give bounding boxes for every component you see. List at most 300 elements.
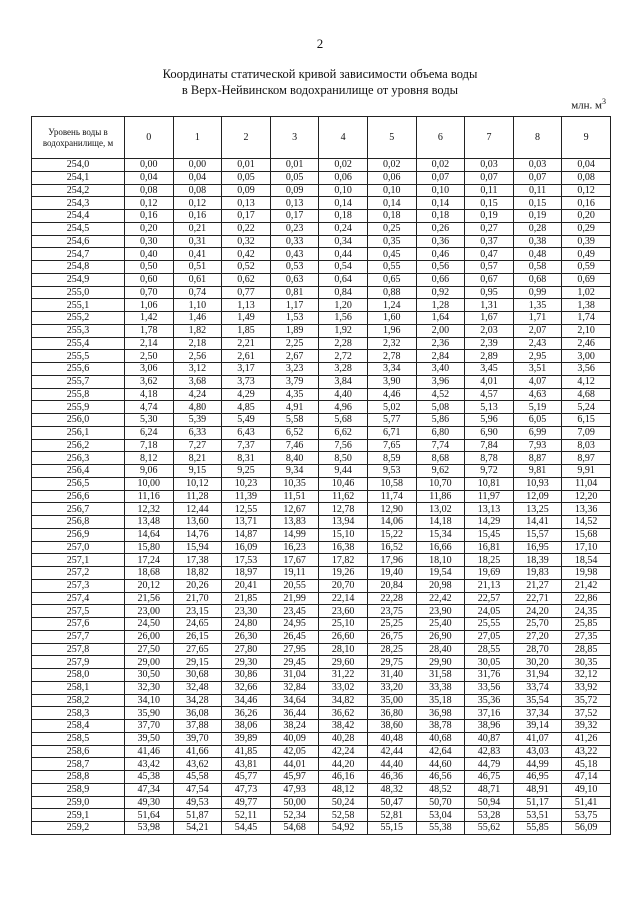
volume-cell: 16,38 bbox=[319, 541, 368, 554]
volume-cell: 5,39 bbox=[173, 414, 222, 427]
volume-cell: 0,02 bbox=[367, 159, 416, 172]
volume-cell: 40,68 bbox=[416, 732, 465, 745]
volume-cell: 30,05 bbox=[465, 656, 514, 669]
volume-cell: 15,94 bbox=[173, 541, 222, 554]
volume-cell: 50,94 bbox=[465, 796, 514, 809]
volume-cell: 6,15 bbox=[562, 414, 611, 427]
volume-cell: 27,05 bbox=[465, 630, 514, 643]
volume-cell: 0,31 bbox=[173, 235, 222, 248]
volume-cell: 23,00 bbox=[125, 605, 174, 618]
volume-cell: 35,54 bbox=[513, 694, 562, 707]
volume-cell: 48,12 bbox=[319, 783, 368, 796]
volume-cell: 0,01 bbox=[270, 159, 319, 172]
table-row bbox=[32, 656, 611, 669]
volume-cell: 1,67 bbox=[465, 312, 514, 325]
level-cell: 256,6 bbox=[32, 490, 125, 503]
volume-cell: 6,99 bbox=[513, 426, 562, 439]
volume-cell: 4,74 bbox=[125, 401, 174, 414]
volume-cell: 50,00 bbox=[270, 796, 319, 809]
units-superscript: 3 bbox=[602, 97, 606, 106]
table-row bbox=[32, 822, 611, 835]
volume-cell: 21,42 bbox=[562, 579, 611, 592]
volume-cell: 0,12 bbox=[125, 197, 174, 210]
volume-cell: 1,74 bbox=[562, 312, 611, 325]
table-row bbox=[32, 312, 611, 325]
volume-cell: 0,53 bbox=[270, 261, 319, 274]
column-header: 7 bbox=[465, 117, 514, 159]
table-row bbox=[32, 439, 611, 452]
volume-cell: 0,17 bbox=[270, 210, 319, 223]
table-row bbox=[32, 171, 611, 184]
volume-cell: 0,41 bbox=[173, 248, 222, 261]
volume-cell: 12,09 bbox=[513, 490, 562, 503]
volume-cell: 11,51 bbox=[270, 490, 319, 503]
level-cell: 254,5 bbox=[32, 222, 125, 235]
volume-cell: 24,05 bbox=[465, 605, 514, 618]
volume-cell: 47,34 bbox=[125, 783, 174, 796]
volume-cell: 2,07 bbox=[513, 324, 562, 337]
volume-cell: 10,46 bbox=[319, 477, 368, 490]
volume-cell: 52,81 bbox=[367, 809, 416, 822]
volume-cell: 29,30 bbox=[222, 656, 271, 669]
volume-cell: 46,36 bbox=[367, 771, 416, 784]
volume-cell: 10,00 bbox=[125, 477, 174, 490]
volume-cell: 0,07 bbox=[465, 171, 514, 184]
volume-cell: 1,42 bbox=[125, 312, 174, 325]
volume-cell: 18,39 bbox=[513, 554, 562, 567]
level-cell: 258,3 bbox=[32, 707, 125, 720]
volume-cell: 37,52 bbox=[562, 707, 611, 720]
table-row bbox=[32, 618, 611, 631]
volume-cell: 26,30 bbox=[222, 630, 271, 643]
volume-cell: 31,58 bbox=[416, 669, 465, 682]
volume-cell: 16,95 bbox=[513, 541, 562, 554]
volume-cell: 0,92 bbox=[416, 286, 465, 299]
volume-cell: 10,58 bbox=[367, 477, 416, 490]
volume-cell: 38,42 bbox=[319, 720, 368, 733]
volume-cell: 45,77 bbox=[222, 771, 271, 784]
column-header: 4 bbox=[319, 117, 368, 159]
volume-cell: 40,28 bbox=[319, 732, 368, 745]
volume-cell: 0,04 bbox=[125, 171, 174, 184]
volume-cell: 10,70 bbox=[416, 477, 465, 490]
volume-cell: 0,28 bbox=[513, 222, 562, 235]
level-cell: 256,7 bbox=[32, 503, 125, 516]
volume-cell: 46,75 bbox=[465, 771, 514, 784]
volume-cell: 0,14 bbox=[416, 197, 465, 210]
level-cell: 256,3 bbox=[32, 452, 125, 465]
volume-cell: 27,50 bbox=[125, 643, 174, 656]
table-row bbox=[32, 567, 611, 580]
volume-cell: 8,68 bbox=[416, 452, 465, 465]
volume-cell: 0,03 bbox=[465, 159, 514, 172]
table-row bbox=[32, 745, 611, 758]
volume-cell: 10,12 bbox=[173, 477, 222, 490]
volume-cell: 1,71 bbox=[513, 312, 562, 325]
volume-cell: 18,97 bbox=[222, 567, 271, 580]
volume-cell: 5,19 bbox=[513, 401, 562, 414]
volume-cell: 53,98 bbox=[125, 822, 174, 835]
level-cell: 254,2 bbox=[32, 184, 125, 197]
volume-cell: 0,00 bbox=[173, 159, 222, 172]
volume-cell: 6,62 bbox=[319, 426, 368, 439]
volume-cell: 0,11 bbox=[465, 184, 514, 197]
volume-cell: 1,96 bbox=[367, 324, 416, 337]
table-row bbox=[32, 350, 611, 363]
level-cell: 254,1 bbox=[32, 171, 125, 184]
volume-cell: 0,46 bbox=[416, 248, 465, 261]
volume-cell: 27,20 bbox=[513, 630, 562, 643]
volume-cell: 13,83 bbox=[270, 516, 319, 529]
volume-cell: 39,32 bbox=[562, 720, 611, 733]
volume-cell: 54,68 bbox=[270, 822, 319, 835]
volume-cell: 35,36 bbox=[465, 694, 514, 707]
volume-cell: 0,15 bbox=[465, 197, 514, 210]
volume-cell: 2,89 bbox=[465, 350, 514, 363]
volume-cell: 39,14 bbox=[513, 720, 562, 733]
volume-cell: 32,66 bbox=[222, 681, 271, 694]
volume-cell: 44,01 bbox=[270, 758, 319, 771]
volume-cell: 36,98 bbox=[416, 707, 465, 720]
volume-cell: 3,90 bbox=[367, 375, 416, 388]
volume-cell: 37,16 bbox=[465, 707, 514, 720]
volume-cell: 25,70 bbox=[513, 618, 562, 631]
volume-cell: 38,24 bbox=[270, 720, 319, 733]
volume-cell: 48,71 bbox=[465, 783, 514, 796]
volume-cell: 1,31 bbox=[465, 299, 514, 312]
level-cell: 255,8 bbox=[32, 388, 125, 401]
volume-cell: 21,70 bbox=[173, 592, 222, 605]
volume-cell: 9,06 bbox=[125, 465, 174, 478]
volume-cell: 20,70 bbox=[319, 579, 368, 592]
volume-cell: 33,92 bbox=[562, 681, 611, 694]
table-row bbox=[32, 528, 611, 541]
level-cell: 254,7 bbox=[32, 248, 125, 261]
volume-cell: 3,40 bbox=[416, 363, 465, 376]
volume-cell: 0,65 bbox=[367, 273, 416, 286]
table-row bbox=[32, 337, 611, 350]
table-row bbox=[32, 286, 611, 299]
volume-cell: 4,46 bbox=[367, 388, 416, 401]
volume-cell: 13,48 bbox=[125, 516, 174, 529]
volume-cell: 5,13 bbox=[465, 401, 514, 414]
volume-cell: 7,84 bbox=[465, 439, 514, 452]
volume-cell: 28,40 bbox=[416, 643, 465, 656]
volume-cell: 14,76 bbox=[173, 528, 222, 541]
volume-cell: 0,44 bbox=[319, 248, 368, 261]
volume-cell: 49,77 bbox=[222, 796, 271, 809]
volume-cell: 26,90 bbox=[416, 630, 465, 643]
volume-cell: 36,08 bbox=[173, 707, 222, 720]
document-title bbox=[0, 66, 640, 98]
volume-cell: 49,30 bbox=[125, 796, 174, 809]
volume-cell: 0,01 bbox=[222, 159, 271, 172]
volume-cell: 3,06 bbox=[125, 363, 174, 376]
volume-cell: 26,00 bbox=[125, 630, 174, 643]
volume-cell: 9,81 bbox=[513, 465, 562, 478]
volume-cell: 0,63 bbox=[270, 273, 319, 286]
volume-cell: 28,10 bbox=[319, 643, 368, 656]
volume-cell: 22,14 bbox=[319, 592, 368, 605]
column-header: 1 bbox=[173, 117, 222, 159]
volume-cell: 0,21 bbox=[173, 222, 222, 235]
volume-cell: 11,39 bbox=[222, 490, 271, 503]
volume-cell: 0,95 bbox=[465, 286, 514, 299]
volume-cell: 23,15 bbox=[173, 605, 222, 618]
volume-cell: 17,67 bbox=[270, 554, 319, 567]
volume-cell: 37,88 bbox=[173, 720, 222, 733]
volume-cell: 0,30 bbox=[125, 235, 174, 248]
volume-cell: 6,05 bbox=[513, 414, 562, 427]
volume-cell: 30,68 bbox=[173, 669, 222, 682]
volume-cell: 32,12 bbox=[562, 669, 611, 682]
volume-cell: 44,99 bbox=[513, 758, 562, 771]
volume-cell: 30,20 bbox=[513, 656, 562, 669]
volume-cell: 46,16 bbox=[319, 771, 368, 784]
volume-cell: 3,84 bbox=[319, 375, 368, 388]
volume-cell: 35,18 bbox=[416, 694, 465, 707]
volume-cell: 0,38 bbox=[513, 235, 562, 248]
volume-cell: 46,56 bbox=[416, 771, 465, 784]
volume-cell: 0,99 bbox=[513, 286, 562, 299]
volume-cell: 0,27 bbox=[465, 222, 514, 235]
volume-cell: 0,81 bbox=[270, 286, 319, 299]
volume-cell: 33,02 bbox=[319, 681, 368, 694]
volume-cell: 0,05 bbox=[270, 171, 319, 184]
volume-cell: 28,55 bbox=[465, 643, 514, 656]
volume-cell: 21,27 bbox=[513, 579, 562, 592]
volume-cell: 0,35 bbox=[367, 235, 416, 248]
volume-cell: 14,87 bbox=[222, 528, 271, 541]
volume-cell: 13,36 bbox=[562, 503, 611, 516]
volume-cell: 10,93 bbox=[513, 477, 562, 490]
volume-cell: 0,07 bbox=[513, 171, 562, 184]
volume-cell: 0,04 bbox=[173, 171, 222, 184]
level-cell: 257,3 bbox=[32, 579, 125, 592]
volume-cell: 38,78 bbox=[416, 720, 465, 733]
volume-cell: 12,32 bbox=[125, 503, 174, 516]
volume-cell: 43,81 bbox=[222, 758, 271, 771]
volume-cell: 0,61 bbox=[173, 273, 222, 286]
volume-cell: 0,17 bbox=[222, 210, 271, 223]
volume-cell: 0,36 bbox=[416, 235, 465, 248]
column-header-level: Уровень воды в водохранилище, м bbox=[32, 117, 125, 159]
volume-cell: 44,20 bbox=[319, 758, 368, 771]
volume-cell: 0,55 bbox=[367, 261, 416, 274]
volume-cell: 2,72 bbox=[319, 350, 368, 363]
level-cell: 255,5 bbox=[32, 350, 125, 363]
volume-cell: 0,08 bbox=[562, 171, 611, 184]
volume-cell: 13,94 bbox=[319, 516, 368, 529]
volume-cell: 1,53 bbox=[270, 312, 319, 325]
volume-cell: 37,34 bbox=[513, 707, 562, 720]
level-cell: 258,2 bbox=[32, 694, 125, 707]
volume-cell: 55,62 bbox=[465, 822, 514, 835]
volume-cell: 1,38 bbox=[562, 299, 611, 312]
volume-cell: 45,18 bbox=[562, 758, 611, 771]
volume-cell: 22,42 bbox=[416, 592, 465, 605]
table-row bbox=[32, 235, 611, 248]
volume-cell: 18,54 bbox=[562, 554, 611, 567]
volume-cell: 4,57 bbox=[465, 388, 514, 401]
volume-cell: 51,17 bbox=[513, 796, 562, 809]
volume-cell: 0,29 bbox=[562, 222, 611, 235]
volume-cell: 8,12 bbox=[125, 452, 174, 465]
volume-cell: 8,03 bbox=[562, 439, 611, 452]
table-row bbox=[32, 732, 611, 745]
volume-cell: 42,83 bbox=[465, 745, 514, 758]
volume-cell: 25,55 bbox=[465, 618, 514, 631]
volume-cell: 19,26 bbox=[319, 567, 368, 580]
volume-cell: 12,55 bbox=[222, 503, 271, 516]
volume-cell: 6,43 bbox=[222, 426, 271, 439]
volume-cell: 54,21 bbox=[173, 822, 222, 835]
volume-cell: 48,91 bbox=[513, 783, 562, 796]
volume-cell: 2,14 bbox=[125, 337, 174, 350]
volume-cell: 2,61 bbox=[222, 350, 271, 363]
volume-cell: 9,91 bbox=[562, 465, 611, 478]
volume-cell: 0,15 bbox=[513, 197, 562, 210]
level-cell: 254,0 bbox=[32, 159, 125, 172]
volume-cell: 15,80 bbox=[125, 541, 174, 554]
volume-cell: 30,50 bbox=[125, 669, 174, 682]
volume-cell: 19,11 bbox=[270, 567, 319, 580]
level-cell: 254,6 bbox=[32, 235, 125, 248]
volume-cell: 1,02 bbox=[562, 286, 611, 299]
volume-cell: 6,24 bbox=[125, 426, 174, 439]
volume-cell: 17,24 bbox=[125, 554, 174, 567]
table-row bbox=[32, 299, 611, 312]
volume-cell: 28,25 bbox=[367, 643, 416, 656]
volume-cell: 7,27 bbox=[173, 439, 222, 452]
volume-cell: 42,64 bbox=[416, 745, 465, 758]
table-row bbox=[32, 401, 611, 414]
volume-cell: 53,28 bbox=[465, 809, 514, 822]
volume-cell: 14,29 bbox=[465, 516, 514, 529]
volume-cell: 31,76 bbox=[465, 669, 514, 682]
volume-cell: 0,51 bbox=[173, 261, 222, 274]
table-row bbox=[32, 490, 611, 503]
column-header: 6 bbox=[416, 117, 465, 159]
volume-cell: 8,21 bbox=[173, 452, 222, 465]
volume-cell: 2,39 bbox=[465, 337, 514, 350]
volume-cell: 14,99 bbox=[270, 528, 319, 541]
level-cell: 254,4 bbox=[32, 210, 125, 223]
volume-cell: 6,33 bbox=[173, 426, 222, 439]
level-cell: 256,8 bbox=[32, 516, 125, 529]
volume-cell: 30,86 bbox=[222, 669, 271, 682]
volume-cell: 25,40 bbox=[416, 618, 465, 631]
volume-cell: 4,40 bbox=[319, 388, 368, 401]
volume-cell: 18,25 bbox=[465, 554, 514, 567]
volume-cell: 39,70 bbox=[173, 732, 222, 745]
volume-cell: 49,10 bbox=[562, 783, 611, 796]
volume-cell: 52,34 bbox=[270, 809, 319, 822]
volume-cell: 1,20 bbox=[319, 299, 368, 312]
volume-cell: 0,03 bbox=[513, 159, 562, 172]
volume-cell: 2,84 bbox=[416, 350, 465, 363]
volume-cell: 40,09 bbox=[270, 732, 319, 745]
volume-cell: 0,45 bbox=[367, 248, 416, 261]
volume-cell: 21,99 bbox=[270, 592, 319, 605]
volume-cell: 7,74 bbox=[416, 439, 465, 452]
table-row bbox=[32, 643, 611, 656]
table-row bbox=[32, 554, 611, 567]
volume-cell: 9,34 bbox=[270, 465, 319, 478]
volume-cell: 38,96 bbox=[465, 720, 514, 733]
volume-cell: 31,22 bbox=[319, 669, 368, 682]
volume-cell: 0,10 bbox=[367, 184, 416, 197]
volume-cell: 5,77 bbox=[367, 414, 416, 427]
volume-cell: 3,28 bbox=[319, 363, 368, 376]
volume-cell: 1,49 bbox=[222, 312, 271, 325]
volume-cell: 22,28 bbox=[367, 592, 416, 605]
table-row bbox=[32, 426, 611, 439]
volume-cell: 19,40 bbox=[367, 567, 416, 580]
volume-cell: 1,82 bbox=[173, 324, 222, 337]
volume-cell: 15,45 bbox=[465, 528, 514, 541]
volume-cell: 9,15 bbox=[173, 465, 222, 478]
volume-cell: 0,18 bbox=[367, 210, 416, 223]
table-row bbox=[32, 579, 611, 592]
volume-cell: 20,84 bbox=[367, 579, 416, 592]
volume-cell: 1,17 bbox=[270, 299, 319, 312]
volume-cell: 0,18 bbox=[416, 210, 465, 223]
table-row bbox=[32, 771, 611, 784]
volume-cell: 34,28 bbox=[173, 694, 222, 707]
volume-cell: 34,64 bbox=[270, 694, 319, 707]
volume-cell: 0,19 bbox=[513, 210, 562, 223]
column-header: 0 bbox=[125, 117, 174, 159]
volume-cell: 0,16 bbox=[562, 197, 611, 210]
volume-cell: 0,58 bbox=[513, 261, 562, 274]
volume-cell: 35,00 bbox=[367, 694, 416, 707]
volume-cell: 36,62 bbox=[319, 707, 368, 720]
volume-cell: 52,58 bbox=[319, 809, 368, 822]
table-row bbox=[32, 592, 611, 605]
volume-cell: 2,43 bbox=[513, 337, 562, 350]
volume-cell: 0,05 bbox=[222, 171, 271, 184]
level-cell: 256,1 bbox=[32, 426, 125, 439]
table-row bbox=[32, 210, 611, 223]
volume-cell: 24,65 bbox=[173, 618, 222, 631]
volume-cell: 0,06 bbox=[367, 171, 416, 184]
volume-cell: 19,69 bbox=[465, 567, 514, 580]
volume-cell: 1,10 bbox=[173, 299, 222, 312]
volume-cell: 22,71 bbox=[513, 592, 562, 605]
volume-cell: 20,12 bbox=[125, 579, 174, 592]
volume-cell: 55,15 bbox=[367, 822, 416, 835]
table-row bbox=[32, 414, 611, 427]
volume-cell: 17,38 bbox=[173, 554, 222, 567]
volume-cell: 16,23 bbox=[270, 541, 319, 554]
volume-cell: 2,36 bbox=[416, 337, 465, 350]
volume-cell: 47,93 bbox=[270, 783, 319, 796]
volume-cell: 24,20 bbox=[513, 605, 562, 618]
level-cell: 258,9 bbox=[32, 783, 125, 796]
table-row bbox=[32, 465, 611, 478]
volume-cell: 44,60 bbox=[416, 758, 465, 771]
table-body bbox=[32, 159, 611, 835]
volume-cell: 44,79 bbox=[465, 758, 514, 771]
volume-cell: 0,32 bbox=[222, 235, 271, 248]
volume-cell: 38,60 bbox=[367, 720, 416, 733]
volume-cell: 26,45 bbox=[270, 630, 319, 643]
level-cell: 257,8 bbox=[32, 643, 125, 656]
table-row bbox=[32, 783, 611, 796]
volume-cell: 33,56 bbox=[465, 681, 514, 694]
volume-cell: 41,85 bbox=[222, 745, 271, 758]
